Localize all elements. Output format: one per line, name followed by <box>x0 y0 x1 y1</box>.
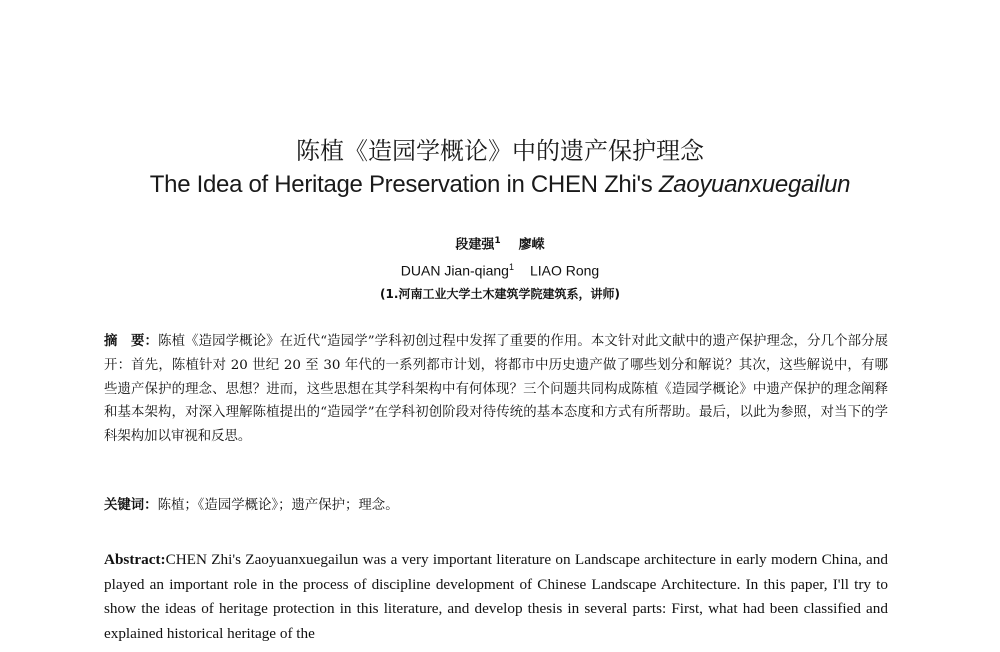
keywords-label: 关键词： <box>104 498 158 513</box>
authors-english <box>0 258 1000 280</box>
abstract-cn-label: 摘 要： <box>104 334 159 349</box>
author-1-en-affil-mark: 1 <box>508 262 514 272</box>
abstract-en-text: CHEN Zhi's Zaoyuanxuegailun was a very important literature on Landscape architecture in early modern China, and played an important role in the process of discipline development of Chinese Landscape Architecture. In this paper, I'll try to show the ideas of heritage protection in this literature, and develop thesis in several parts: First, what had been classified and explained historical heritage of the <box>104 551 888 642</box>
abstract-chinese <box>104 330 888 449</box>
title-english-italic: Zaoyuanxuegailun <box>658 171 851 198</box>
keywords <box>104 496 888 516</box>
authors-chinese <box>0 232 1000 254</box>
author-1-en: DUAN Jian-qiang <box>400 262 509 279</box>
keywords-text: 陈植；《造园学概论》；遗产保护；理念。 <box>157 498 399 513</box>
affiliation: (1.河南工业大学土木建筑学院建筑系，讲师) <box>380 287 620 301</box>
abstract-cn-text: 陈植《造园学概论》在近代“造园学”学科初创过程中发挥了重要的作用。本文针对此文献中的遗产保护理念，分几个部分展开：首先，陈植针对 20 世纪 20 至 30 年代的一系列都市计划，将都市中历史遗产做了哪些划分和解说？其次，这些解说中，有哪些遗产保护的理念、思想？进而，这些思想在其学科架构中有何体现？三个问题共同构成陈植《造园学概论》中遗产保护的理念阐释和基本架构，对深入理解陈植提出的“造园学”在学科初创阶段对待传统的基本态度和方式有所帮助。最后，以此为参照，对当下的学科架构加以审视和反思。 <box>104 334 889 445</box>
author-1-cn-affil-mark: 1 <box>494 236 501 246</box>
title-chinese: 陈植《造园学概论》中的遗产保护理念 <box>296 137 704 165</box>
abstract-english <box>104 548 888 646</box>
abstract-en-label: Abstract: <box>104 551 166 568</box>
title-english-main: The Idea of Heritage Preservation in CHEN Zhi's <box>149 171 659 198</box>
title-english <box>0 170 1000 200</box>
author-2-cn: 廖嵘 <box>518 237 545 253</box>
author-2-en: LIAO Rong <box>529 262 600 279</box>
author-1-cn: 段建强 <box>455 237 495 253</box>
